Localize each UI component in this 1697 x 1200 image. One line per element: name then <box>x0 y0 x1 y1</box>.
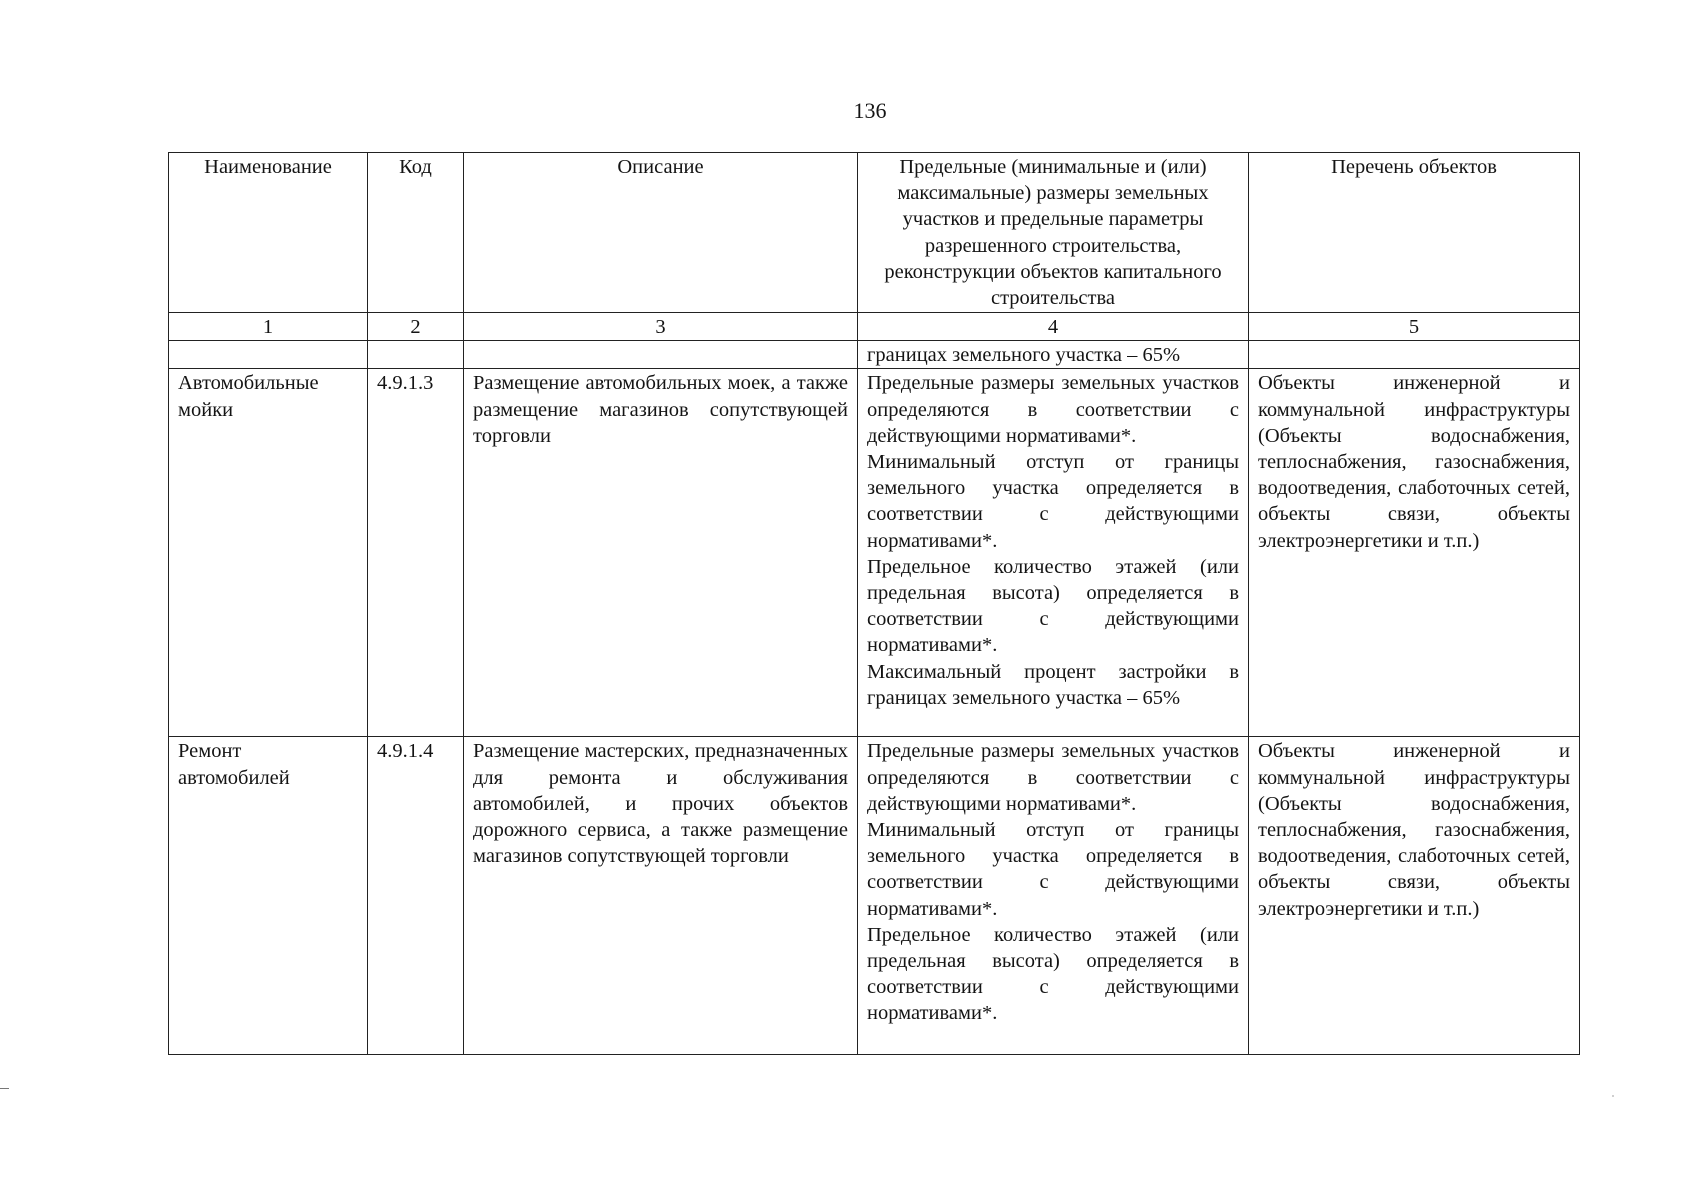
parameter-text: Предельное количество этажей (или предельная высота) определяется в соответствии с действующими нормативами*. <box>867 923 1239 1025</box>
parameter-text: Максимальный процент застройки в границах земельного участка – 65% <box>867 660 1239 709</box>
row-name: Ремонт автомобилей <box>169 737 368 1055</box>
column-number-row <box>169 313 1580 341</box>
header-objects: Перечень объектов <box>1249 153 1580 313</box>
parameter-text: Минимальный отступ от границы земельного участка определяется в соответствии с действующими нормативами*. <box>867 819 1239 920</box>
row-description: Размещение автомобильных моек, а также размещение магазинов сопутствующей торговли <box>464 369 858 737</box>
column-number: 4 <box>858 313 1249 341</box>
column-number: 2 <box>368 313 464 341</box>
header-description: Описание <box>464 153 858 313</box>
parameter-text: Предельные размеры земельных участков определяются в соответствии с действующими нормативами*. <box>867 740 1239 815</box>
parameter-text: Предельные размеры земельных участков определяются в соответствии с действующими нормативами*. <box>867 372 1239 447</box>
row-objects: Объекты инженерной и коммунальной инфраструктуры (Объекты водоснабжения, теплоснабжения, газоснабжения, водоотведения, слаботочных сетей, объекты связи, объекты электроэнергетики и т.п.) <box>1249 737 1580 1055</box>
parameter-text: Предельное количество этажей (или предельная высота) определяется в соответствии с действующими нормативами*. <box>867 555 1239 657</box>
column-number: 1 <box>169 313 368 341</box>
row-name: Автомобильные мойки <box>169 369 368 737</box>
parameter-text: Минимальный отступ от границы земельного участка определяется в соответствии с действующими нормативами*. <box>867 451 1239 552</box>
continuation-cell <box>368 341 464 369</box>
continuation-cell <box>169 341 368 369</box>
table-row <box>169 737 1580 1055</box>
row-parameters <box>858 369 1249 737</box>
scan-margin-mark <box>0 1088 9 1089</box>
column-number: 5 <box>1249 313 1580 341</box>
continuation-parameters: границах земельного участка – 65% <box>858 341 1249 369</box>
row-description: Размещение мастерских, предназначенных для ремонта и обслуживания автомобилей, и прочих объектов дорожного сервиса, а также размещение магазинов сопутствующей торговли <box>464 737 858 1055</box>
row-code: 4.9.1.3 <box>368 369 464 737</box>
row-objects: Объекты инженерной и коммунальной инфраструктуры (Объекты водоснабжения, теплоснабжения, газоснабжения, водоотведения, слаботочных сетей, объекты связи, объекты электроэнергетики и т.п.) <box>1249 369 1580 737</box>
header-code: Код <box>368 153 464 313</box>
continuation-cell <box>1249 341 1580 369</box>
row-code: 4.9.1.4 <box>368 737 464 1055</box>
scan-speck <box>1612 1095 1614 1097</box>
header-row <box>169 153 1580 313</box>
regulations-table <box>168 152 1580 1055</box>
header-parameters: Предельные (минимальные и (или) максимальные) размеры земельных участков и предельные параметры разрешенного строительства, реконструкции объектов капитального строительства <box>858 153 1249 313</box>
continuation-cell <box>464 341 858 369</box>
continuation-row <box>169 341 1580 369</box>
header-name: Наименование <box>169 153 368 313</box>
row-parameters <box>858 737 1249 1055</box>
page-number: 136 <box>853 98 887 123</box>
column-number: 3 <box>464 313 858 341</box>
table-row <box>169 369 1580 737</box>
